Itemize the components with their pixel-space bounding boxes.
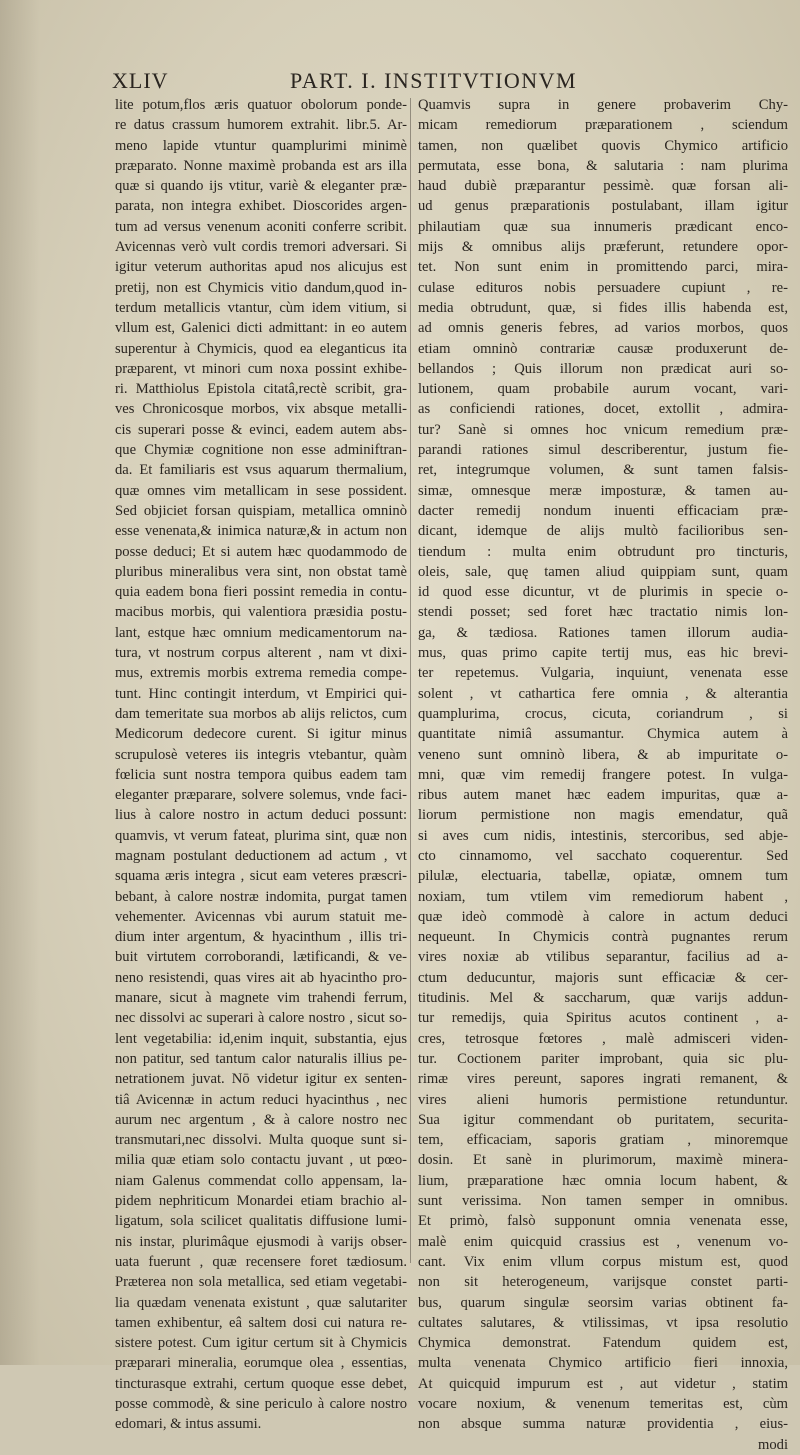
text-line: præparato. Nonne maximè probanda est ars illa — [115, 157, 407, 174]
text-line: lite potum,flos æris quatuor obolorum ponde- — [115, 97, 407, 113]
text-line: lant, estque hæc omnium medicamentorum na- — [115, 624, 407, 641]
text-line: ga, & tædiosa. Rationes tamen illorum audia- — [418, 624, 788, 641]
text-line: modi — [758, 1436, 788, 1453]
text-line: quamvis, vt verum fateat, plurima sint, quæ non — [115, 827, 407, 844]
text-line: uata fuerunt , quæ recensere foret tædiosum. — [115, 1253, 407, 1270]
text-line: non patitur, sed tantum calor naturalis illius pe- — [115, 1050, 407, 1067]
text-line: titudinis. Mel & saccharum, quæ varijs addun- — [418, 990, 788, 1007]
text-line: noxiam, tum vtilem vim remediorum habent , — [418, 888, 788, 905]
text-line: liorum permistione non magis emendatur, quã — [418, 807, 788, 824]
text-line: tur? Sanè si omnes hoc vnicum remedium præ- — [418, 421, 788, 438]
text-line: mijs & omnibus alijs præferunt, retundere opor- — [418, 239, 788, 256]
text-line: aurum nec argentum , & à calore nostro nec — [115, 1111, 407, 1128]
text-line: edomari, & intus assumi. — [115, 1416, 262, 1433]
text-line: vehementer. Avicennas vbi aurum statuit me- — [115, 908, 407, 925]
text-line: ud genus præparationis postulabant, illam igitur — [418, 198, 788, 215]
text-line: ctum deducuntur, majoris sunt efficaciæ & cer- — [418, 969, 788, 986]
text-line: dosin. Et sanè in plurimorum, maximè minera- — [418, 1152, 788, 1169]
text-line: quæ omnes vim metallicam in sese possident. — [115, 482, 407, 499]
text-line: superentur à Chymicis, quod ea eleganticus ita — [115, 340, 407, 357]
text-line: quia eadem bona fieri possint remedia in contu- — [115, 584, 407, 601]
text-line: Quamvis supra in genere probaverim Chy- — [418, 97, 788, 113]
text-line: cis superari posse & evinci, eadem autem abs- — [115, 421, 407, 438]
text-line: cto cinnamomo, vel sacchato coquerentur. Sed — [418, 847, 788, 864]
text-line: parandi rationes simul describerentur, justum fie- — [418, 442, 788, 459]
text-line: philautiam quæ sua innumeris prædicant enco- — [418, 218, 788, 235]
text-line: præparari mineralia, eorumque olea , essentias, — [115, 1355, 407, 1372]
text-line: rimæ vires pereunt, sapores ingrati remanent, & — [418, 1071, 788, 1088]
text-line: quamplurima, crocus, cicuta, coriandrum , si — [418, 705, 788, 722]
text-line: squama æris integra , sicut eam veteres præscri- — [115, 868, 407, 885]
text-line: da. Et familiaris est vsus aquarum thermalium, — [115, 462, 407, 479]
text-line: posse commodè, & sine periculo à calore nostro — [115, 1396, 407, 1412]
text-line: Medicorum dedecore curent. Si igitur minus — [115, 726, 407, 743]
text-line: mus, quas primo capite tertij mus, eas hic brevi- — [418, 645, 788, 662]
text-line: esse venenata,& inimica naturæ,& in actum non — [115, 523, 407, 540]
text-line: manare, sicut à magnete vim trahendi ferrum, — [115, 990, 407, 1007]
text-line: re datus crassum humorem extrahit. libr.5. Ar- — [115, 117, 407, 134]
text-line: Et primò, falsò supponunt omnia venenata esse, — [418, 1213, 788, 1230]
text-line: malè enim quicquid crassius est , venenum vo- — [418, 1233, 788, 1250]
text-line: dam temeritate sua morbos ab alijs relictos, cum — [115, 705, 407, 722]
text-line: sistere potest. Cum igitur certum sit à Chymicis — [115, 1335, 407, 1352]
text-line: scrupulosè veteres iis integris vtebantur, quàm — [115, 746, 407, 763]
text-line: si aves cum nidis, intestinis, stercoribus, sed abje- — [418, 827, 788, 844]
column-divider — [410, 98, 411, 1263]
text-line: quantitate nimiâ assumantur. Chymica autem à — [418, 726, 788, 743]
text-line: tamen, non quælibet quovis Chymico artificio — [418, 137, 788, 154]
text-line: tet. Non sunt enim in promittendo parci, mira- — [418, 259, 788, 276]
text-line: tura, vt nostrum corpus alterent , nam vt dixi- — [115, 645, 407, 662]
text-line: meno lapide vtuntur quamplurimi minimè — [115, 137, 407, 154]
text-line: pretij, non est Chymicis vitio dandum,quod in- — [115, 279, 407, 296]
page-header — [112, 68, 782, 94]
text-line: lent vegetabilia: id,enim inquit, substantia, ejus — [115, 1030, 407, 1047]
text-line: multa venenata Chymico artificio fieri innoxia, — [418, 1355, 788, 1372]
text-line: culase edituros nobis persuadere cupiunt , re- — [418, 279, 788, 296]
text-line: as conficiendi rationes, docet, extollit , admira- — [418, 401, 788, 418]
folio-number: XLIV — [112, 68, 169, 93]
running-head: PART. I. INSTITVTIONVM — [290, 68, 578, 93]
text-line: ret, integrumque volumen, & sunt tamen falsis- — [418, 462, 788, 479]
right-text-column — [418, 95, 788, 1455]
text-line: terdum metallicis vtantur, cùm idem vitium, si — [115, 299, 407, 316]
text-line: vllum est, Galenici dicti admittant: in eo autem — [115, 320, 407, 337]
text-line: vires alieni humoris permistione retunduntur. — [418, 1091, 788, 1108]
text-line: niam Galenus commendat collo appensam, la- — [115, 1172, 407, 1189]
text-line: igitur veterum authoritas apud nos alicujus est — [115, 259, 407, 276]
text-line: Sua igitur commendant ob puritatem, securita- — [418, 1111, 788, 1128]
text-line: cres, tetrosque fœtores , malè admisceri viden- — [418, 1030, 788, 1047]
text-line: Præterea non sola metallica, sed etiam vegetabi- — [115, 1274, 407, 1291]
text-line: ter repetemus. Vulgaria, inquiunt, venenata esse — [418, 665, 788, 682]
text-line: ves Chronicosque morbos, vix absque metalli- — [115, 401, 407, 418]
text-line: micam remediorum præparationem , sciendum — [418, 117, 788, 134]
text-line: bus, quarum singulæ seorsim varias obtinent fa- — [418, 1294, 788, 1311]
left-text-column — [115, 95, 407, 1435]
text-line: etiam omninò contrariæ causæ produxerunt de- — [418, 340, 788, 357]
text-line: Sed objiciet forsan quispiam, metallica omninò — [115, 502, 407, 519]
text-line: tur remedijs, quia Spiritus acutos continent , a- — [418, 1010, 788, 1027]
text-line: tamen exhibentur, eâ saltem dosi cui natura re- — [115, 1314, 407, 1331]
text-line: tem, efficaciam, saporis gratiam , minoremque — [418, 1132, 788, 1149]
text-line: parata, non integra exhibet. Dioscorides argen- — [115, 198, 407, 215]
text-line: tum ad versus venenum aconiti conferre scribit. — [115, 218, 407, 235]
text-line: At quicquid impurum est , aut videtur , statim — [418, 1375, 788, 1392]
text-line: lia quædam venenata existunt , quæ salutariter — [115, 1294, 407, 1311]
text-line: ad omnis generis febres, ad varios morbos, quos — [418, 320, 788, 337]
text-line: vires noxiæ ab vtilibus separantur, facilius ad a- — [418, 949, 788, 966]
text-line: tunt. Hinc contingit interdum, vt Empirici qui- — [115, 685, 407, 702]
text-line: media obtrudunt, quæ, si fides illis habenda est, — [418, 299, 788, 316]
text-line: bellandos ; Quis illorum non prædicat auri so- — [418, 360, 788, 377]
text-line: oleis, sale, quę tamen aliud quippiam sunt, quam — [418, 563, 788, 580]
text-line: bebant, à calore nostræ indomita, purgat tamen — [115, 888, 407, 905]
text-line: pidem nephriticum Monardei etiam brachio al- — [115, 1193, 407, 1210]
text-line: Avicennas verò vult cordis tremori adversari. Si — [115, 239, 407, 256]
text-line: præparent, vt minori cum noxa possint exhibe- — [115, 360, 407, 377]
text-line: quæ ideò commodè à calore in actum deduci — [418, 908, 788, 925]
text-line: tur. Coctionem pariter improbant, quia sic plu- — [418, 1050, 788, 1067]
text-line: dium inter argentum, & hyacinthum , illis tri- — [115, 929, 407, 946]
text-line: nequeunt. In Chymicis contrà pugnantes rerum — [418, 929, 788, 946]
text-line: nis instar, plurimâque ejusmodi à varijs obser- — [115, 1233, 407, 1250]
text-line: tincturasque extrahi, certum quoque esse debet, — [115, 1375, 407, 1392]
text-line: lium, præparatione hæc omnia locum habent, & — [418, 1172, 788, 1189]
text-line: vocare noxium, & venenum temeritas est, cùm — [418, 1396, 788, 1412]
text-line: tiendum : multa enim obtrudunt pro tincturis, — [418, 543, 788, 560]
text-line: magnam postulant deductionem ad actum , vt — [115, 847, 407, 864]
text-line: lius à calore nostro in actum deduci possunt: — [115, 807, 407, 824]
text-line: permutata, esse bona, & salutaria : nam plurima — [418, 157, 788, 174]
text-line: non sit heterogeneum, varijsque constet parti- — [418, 1274, 788, 1291]
text-line: Chymica demonstrat. Fatendum quidem est, — [418, 1335, 788, 1352]
text-line: transmutari,nec dissolvi. Multa quoque sunt si- — [115, 1132, 407, 1149]
text-line: buit virtutem corroborandi, lætificandi, & ve- — [115, 949, 407, 966]
text-line: lutionem, quam probabile aurum vocant, vari- — [418, 381, 788, 398]
text-line: dicant, idemque de alijs multò facilioribus sen- — [418, 523, 788, 540]
text-line: ribus autem manet hæc eadem impuritas, quæ a- — [418, 787, 788, 804]
text-line: mus, extremis morbis extrema remedia compe- — [115, 665, 407, 682]
text-line: que Chymiæ cognitione non esse adminiftran- — [115, 442, 407, 459]
text-line: pilulæ, electuaria, tabellæ, opiatæ, omnem tum — [418, 868, 788, 885]
text-line: netrationem juvat. Nō videtur igitur ex senten- — [115, 1071, 407, 1088]
text-line: tiâ Avicennæ in actum reduci hyacinthus , nec — [115, 1091, 407, 1108]
text-line: milia quæ etiam solo contactu juvant , ut pœo- — [115, 1152, 407, 1169]
text-line: cultates salutares, & vtilissimas, vt ipsa resolutio — [418, 1314, 788, 1331]
text-line: dacter remedij nondum inuenti efficaciam præ- — [418, 502, 788, 519]
text-line: quæ si quando ijs vtitur, variè & eleganter præ- — [115, 178, 407, 195]
text-line: ligatum, sola scilicet qualitatis diffusione lumi- — [115, 1213, 407, 1230]
text-line: cant. Vix enim vllum corpus mistum est, quod — [418, 1253, 788, 1270]
page-gutter-shadow — [0, 0, 40, 1365]
text-line: haud dubiè præparantur pessimè. quæ forsan ali- — [418, 178, 788, 195]
text-line: pluribus mineralibus vera sint, non obstat tamè — [115, 563, 407, 580]
text-line: veneno sunt omninò libera, & ab impuritate o- — [418, 746, 788, 763]
text-line: fœlicia sunt nostra tempora quibus eadem tam — [115, 766, 407, 783]
text-line: nec dissolvi ac superari à calore nostro , sicut so- — [115, 1010, 407, 1027]
text-line: macibus morbis, qui valentiora præsidia postu- — [115, 604, 407, 621]
text-line: neno resistendi, quas vires ait ab hyacintho pro- — [115, 969, 407, 986]
text-line: eleganter præparare, solvere solemus, vnde faci- — [115, 787, 407, 804]
text-line: sunt verissima. Non tamen semper in omnibus. — [418, 1193, 788, 1210]
text-line: posse deduci; Et si autem hæc quodammodo de — [115, 543, 407, 560]
text-line: simæ, omnesque meræ imposturæ, & tamen au- — [418, 482, 788, 499]
text-line: ri. Matthiolus Epistola citatâ,rectè scribit, gra- — [115, 381, 407, 398]
text-line: solent , vt cathartica fere omnia , & alterantia — [418, 685, 788, 702]
text-line: id quod esse dicuntur, vt de plurimis in specie o- — [418, 584, 788, 601]
text-line: mni, quæ vim remedij frangere potest. In vulga- — [418, 766, 788, 783]
text-line: non absque summa naturæ providentia , eius- — [418, 1416, 788, 1433]
text-line: stendi posset; sed foret hæc tractatio nimis lon- — [418, 604, 788, 621]
